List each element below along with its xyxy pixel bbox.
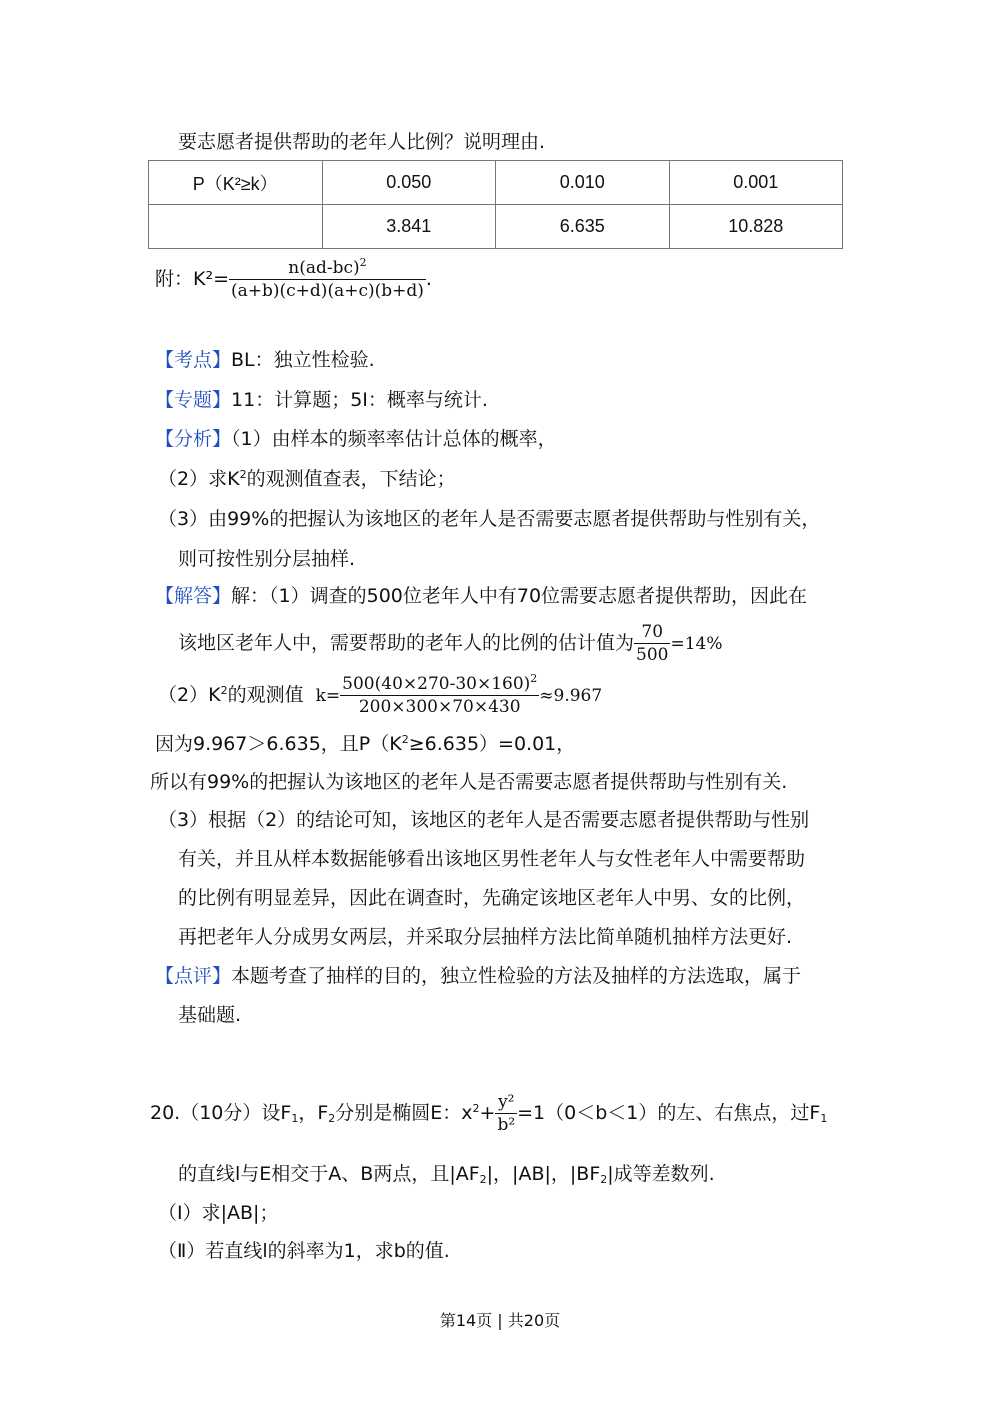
jieda-text-4a: 因为9.967＞6.635，且P（K [155,733,402,755]
q20-plus: + [479,1102,496,1124]
fraction-numerator: 70 [641,622,664,642]
k2-exponent: 2 [359,256,367,269]
jieda-line-1 [155,582,807,610]
table-cell: 0.010 [496,161,670,205]
fenxi-line-2 [158,465,456,493]
subscript: 2 [600,1173,608,1186]
superscript: 2 [239,468,247,481]
q20-line-2 [178,1160,715,1188]
q20-mid3: =1（0＜b＜1）的左、右焦点，过F [517,1102,821,1124]
appendix-formula [155,254,432,304]
zhuanti-text: 11：计算题；5I：概率与统计. [231,389,488,411]
dianping-line-1 [155,962,801,990]
jieda-text-2: 该地区老年人中，需要帮助的老年人的比例的估计值为 [178,632,635,654]
jieda-line-6: （3）根据（2）的结论可知，该地区的老年人是否需要志愿者提供帮助与性别 [158,809,810,831]
dianping-line-2: 基础题. [178,1004,242,1026]
k-denominator: 200×300×70×430 [340,695,539,718]
subscript: 2 [328,1112,336,1125]
table-row [149,161,843,205]
intro-line: 要志愿者提供帮助的老年人比例？说明理由. [178,131,546,153]
q20-text-2b: |，|AB|，|BF [486,1163,601,1185]
table-cell: P（K²≥k） [149,161,323,205]
superscript: 2 [472,1102,480,1115]
kaodian-text: BL：独立性检验. [231,349,375,371]
kaodian-tag: 【考点】 [155,349,232,371]
zhuanti-line [155,386,488,414]
fenxi-line-1 [155,425,557,453]
fenxi-text-2b: 的观测值查表，下结论； [246,468,456,490]
q20-mid1: ，F [298,1102,329,1124]
appendix-label: 附：K²= [155,268,229,290]
zhuanti-tag: 【专题】 [155,389,232,411]
proportion-fraction [634,621,670,666]
table-row [149,205,843,249]
q20-text-2c: |成等差数列. [607,1163,715,1185]
k-value: ≈9.967 [539,686,603,706]
fraction-tail: =14% [670,634,723,654]
table-cell: 10.828 [669,205,843,249]
critical-value-table [148,160,843,249]
jieda-line-3 [158,672,602,719]
jieda-line-9: 再把老年人分成男女两层，并采取分层抽样方法比简单随机抽样方法更好. [178,926,793,948]
ellipse-numerator: y² [498,1092,515,1112]
k-exponent: 2 [530,672,538,685]
q20-line-1 [150,1088,827,1138]
jieda-text-1: 解：（1）调查的500位老年人中有70位需要志愿者提供帮助，因此在 [231,585,808,607]
fenxi-line-4: 则可按性别分层抽样. [178,548,356,570]
jieda-line-7: 有关，并且从样本数据能够看出该地区男性老年人与女性老年人中需要帮助 [178,848,806,870]
k2-fraction [229,257,426,302]
fenxi-text-1: （1）由样本的频率率估计总体的概率， [231,428,557,450]
fraction-denominator: 500 [636,645,669,665]
k2-denominator: (a+b)(c+d)(a+c)(b+d) [231,281,424,301]
table-cell: 3.841 [322,205,496,249]
q20-line-3: （Ⅰ）求|AB|； [158,1202,279,1224]
dianping-text-1: 本题考查了抽样的目的，独立性检验的方法及抽样的方法选取，属于 [231,965,802,987]
jieda-line-8: 的比例有明显差异，因此在调查时，先确定该地区老年人中男、女的比例， [178,887,806,909]
q20-line-4: （Ⅱ）若直线l的斜率为1，求b的值. [158,1240,450,1262]
jieda-line-5: 所以有99%的把握认为该地区的老年人是否需要志愿者提供帮助与性别有关. [150,771,788,793]
dianping-tag: 【点评】 [155,965,232,987]
q20-text-2a: 的直线l与E相交于A、B两点，且|AF [178,1163,480,1185]
table-cell: 0.001 [669,161,843,205]
jieda-text-3b: 的观测值 [227,684,304,706]
ellipse-fraction [495,1091,517,1136]
k2-numerator: n(ad-bc) [288,258,360,278]
table-cell [149,205,323,249]
subscript: 1 [291,1112,299,1125]
fenxi-text-2a: （2）求K [158,468,240,490]
subscript: 1 [820,1112,828,1125]
ellipse-denominator: b² [497,1115,516,1135]
table-cell: 6.635 [496,205,670,249]
subscript: 2 [479,1173,487,1186]
q20-mid2: 分别是椭圆E：x [335,1102,473,1124]
fenxi-tag: 【分析】 [155,428,232,450]
appendix-end: . [425,268,432,290]
jieda-line-2 [178,620,723,667]
k-label: k= [315,686,341,706]
k-numerator: 500(40×270-30×160) [342,674,531,694]
jieda-text-3a: （2）K [158,684,221,706]
table-cell: 0.050 [322,161,496,205]
jieda-line-4 [155,730,575,758]
q20-prefix: 20.（10分）设F [150,1102,292,1124]
superscript: 2 [401,733,409,746]
page-footer: 第14页 | 共20页 [439,1311,561,1330]
jieda-tag: 【解答】 [155,585,232,607]
kaodian-line [155,346,375,374]
k-fraction [340,673,539,718]
fenxi-line-3: （3）由99%的把握认为该地区的老年人是否需要志愿者提供帮助与性别有关， [158,508,821,530]
jieda-text-4b: ≥6.635）=0.01， [408,733,576,755]
superscript: 2 [220,684,228,697]
